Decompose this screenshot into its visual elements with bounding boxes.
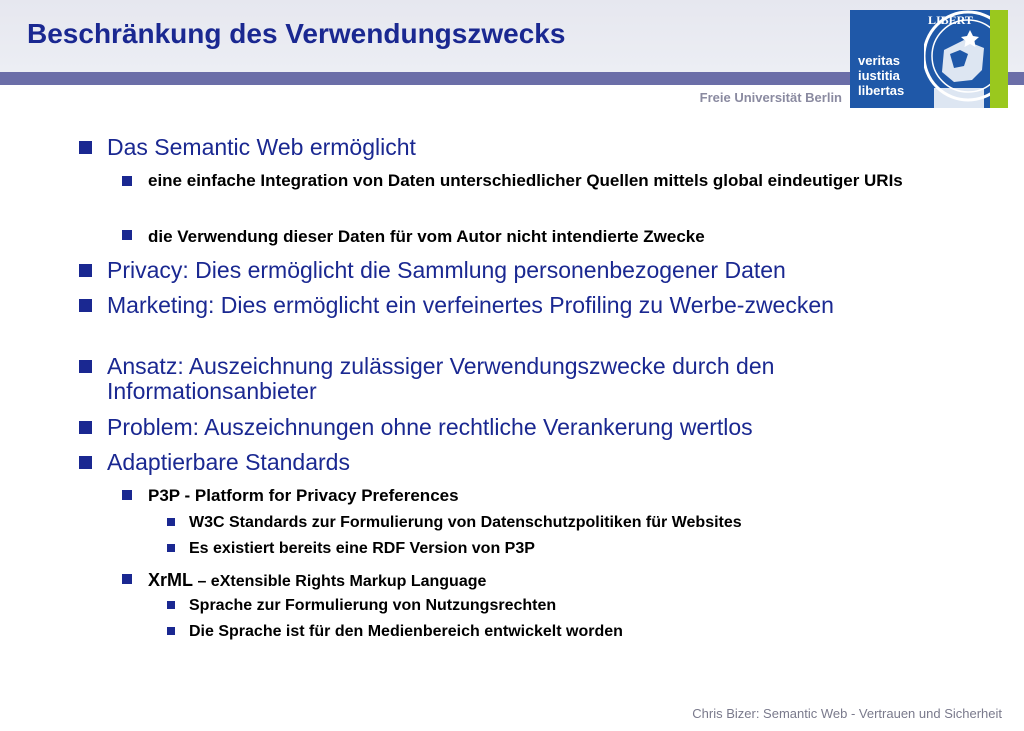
bullet-marker — [167, 544, 175, 552]
bullet-item: Ansatz: Auszeichnung zulässiger Verwendungszwecke durch den Informationsanbieter — [107, 353, 775, 404]
bullet-marker — [167, 518, 175, 526]
bullet-item — [148, 569, 958, 593]
bullet-item: Adaptierbare Standards — [107, 449, 350, 475]
bullet-marker — [122, 176, 132, 186]
bullet-marker — [122, 574, 132, 584]
svg-text:LIBERT: LIBERT — [928, 13, 973, 27]
bullet-marker — [79, 421, 92, 434]
bullet-item: Das Semantic Web ermöglicht — [107, 134, 416, 160]
bullet-marker — [79, 456, 92, 469]
slide-title: Beschränkung des Verwendungszwecks — [27, 18, 566, 49]
bullet-marker — [79, 264, 92, 277]
logo-word-veritas: veritas — [858, 53, 900, 68]
bullet-marker — [79, 141, 92, 154]
bullet-item: P3P - Platform for Privacy Preferences — [148, 486, 459, 505]
bullet-item: Marketing: Dies ermöglicht ein verfeinertes Profiling zu Werbe-zwecken — [107, 292, 834, 318]
bullet-marker — [79, 360, 92, 373]
bullet-item-strong: XrML — [148, 570, 193, 590]
bullet-item: Es existiert bereits eine RDF Version von P3P — [189, 540, 535, 557]
slide-footer: Chris Bizer: Semantic Web - Vertrauen und Sicherheit — [692, 706, 1002, 721]
bullet-item: Sprache zur Formulierung von Nutzungsrechten — [189, 597, 557, 614]
bullet-marker — [122, 230, 132, 240]
bullet-marker — [167, 627, 175, 635]
bullet-marker — [167, 601, 175, 609]
bullet-item-rest: – eXtensible Rights Markup Language — [193, 573, 487, 590]
logo-word-libertas: libertas — [858, 83, 905, 98]
bullet-item: Problem: Auszeichnungen ohne rechtliche Verankerung wertlos — [107, 414, 753, 440]
university-name: Freie Universität Berlin — [699, 90, 842, 105]
bullet-marker — [79, 299, 92, 312]
bullet-marker — [122, 490, 132, 500]
bullet-item: eine einfache Integration von Daten unterschiedlicher Quellen mittels global eindeutiger URIs — [148, 171, 903, 190]
bullet-item: die Verwendung dieser Daten für vom Autor nicht intendierte Zwecke — [148, 227, 705, 246]
bullet-item: Privacy: Dies ermöglicht die Sammlung personenbezogener Daten — [107, 257, 786, 283]
logo-word-iustitia: iustitia — [858, 68, 900, 83]
bullet-item: W3C Standards zur Formulierung von Datenschutzpolitiken für Websites — [189, 514, 742, 531]
bullet-item: Die Sprache ist für den Medienbereich entwickelt worden — [189, 623, 623, 640]
